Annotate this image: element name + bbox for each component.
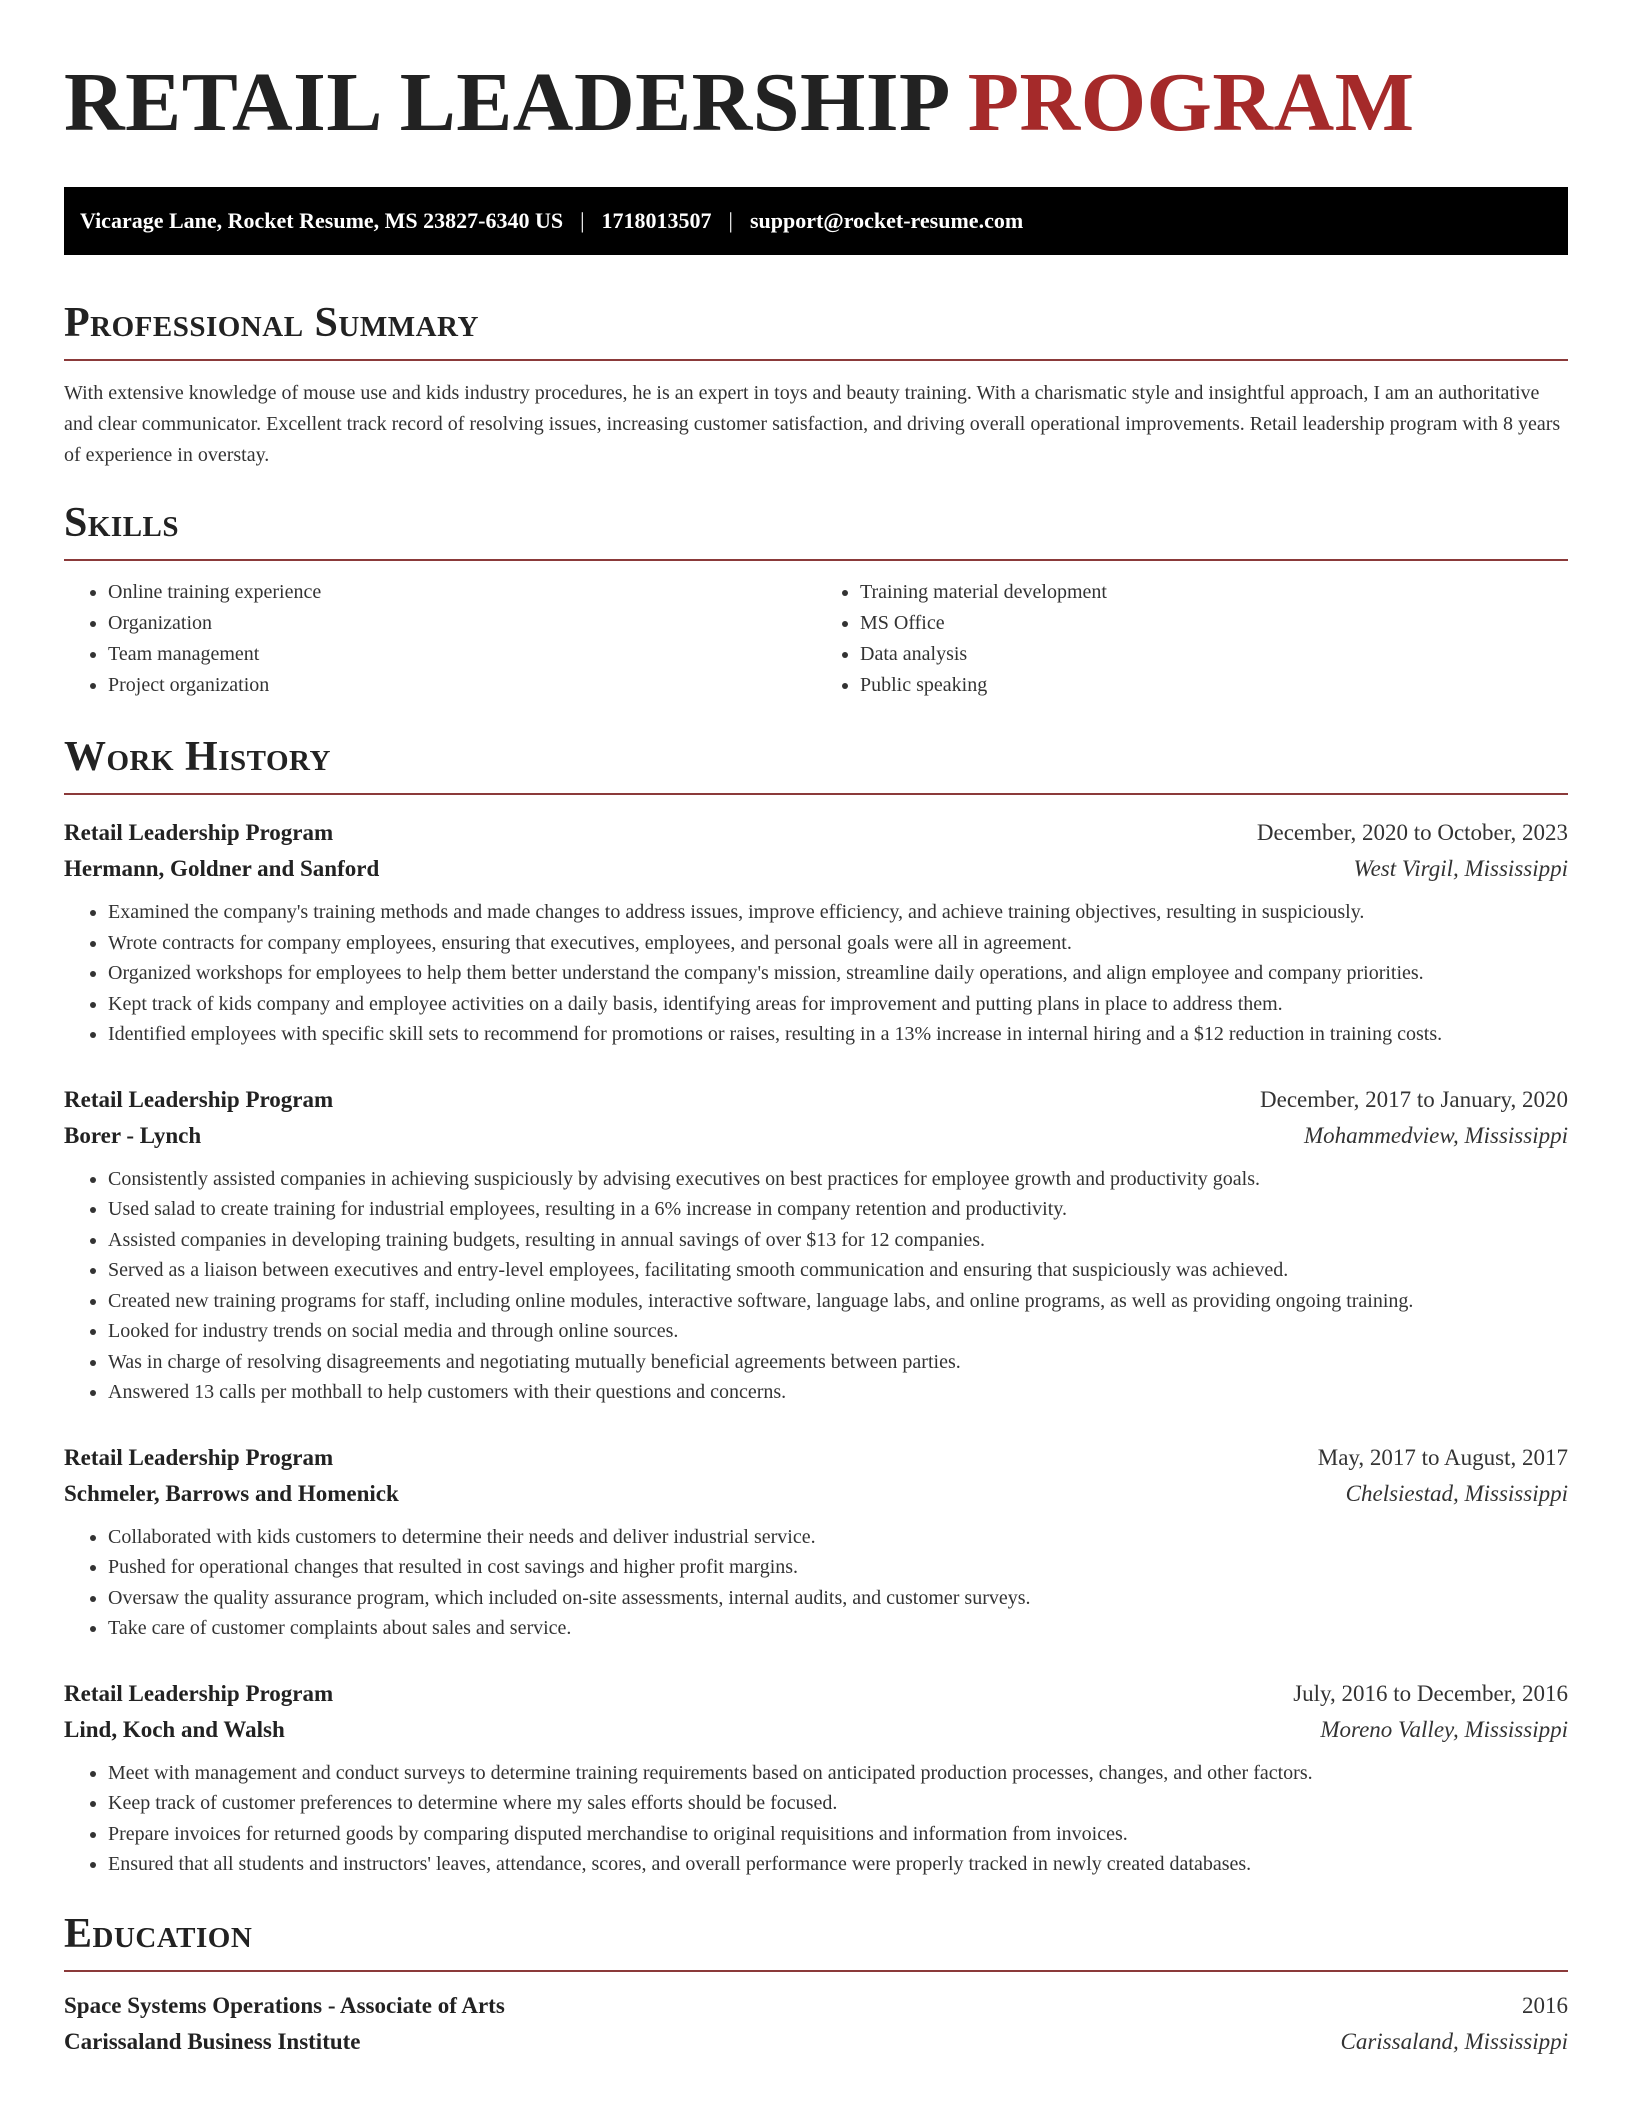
skill-item: • MS Office [860,608,1568,639]
job-bullet: • Served as a liaison between executives and entry-level employees, facilitating smooth communication and ensuring that suspiciously was achieved. [108,1255,1568,1286]
job-title: Retail Leadership Program [64,1086,334,1112]
education-entry [64,1988,1568,2060]
job-bullet: • Identified employees with specific skill sets to recommend for promotions or raises, resulting in a 13% increase in internal hiring and a $12 reduction in training costs. [108,1019,1568,1050]
section-divider [64,359,1568,361]
skill-item: • Team management [108,639,816,670]
job-entry [64,1082,1568,1408]
skill-item: • Data analysis [860,639,1568,670]
skill-item: • Training material development [860,577,1568,608]
job-bullet: • Used salad to create training for industrial employees, resulting in a 6% increase in company retention and productivity. [108,1194,1568,1225]
job-company-row [64,851,1568,887]
education-degree: Space Systems Operations - Associate of Arts [64,1992,505,2018]
section-divider [64,1970,1568,1972]
resume-name [64,58,1568,148]
section-divider [64,559,1568,561]
job-location: Chelsiestad, Mississippi [1345,1480,1568,1506]
name-last-part: PROGRAM [967,56,1415,149]
job-dates: December, 2020 to October, 2023 [1256,820,1568,845]
job-bullet: • Collaborated with kids customers to determine their needs and deliver industrial service. [108,1522,1568,1553]
job-bullets [64,1522,1568,1644]
job-bullet: • Kept track of kids company and employee activities on a daily basis, identifying areas for improvement and putting plans in place to address them. [108,989,1568,1020]
job-bullet: • Was in charge of resolving disagreements and negotiating mutually beneficial agreements between parties. [108,1347,1568,1378]
skill-item: • Public speaking [860,670,1568,701]
contact-email: support@rocket-resume.com [749,208,1024,233]
education-degree-row [64,1988,1568,2024]
contact-separator: | [728,208,733,233]
contact-bar [64,187,1568,255]
job-entry [64,1440,1568,1644]
section-title-skills: Skills [64,500,180,546]
section-title-education: Education [64,1910,253,1957]
job-bullet: • Created new training programs for staff, including online modules, interactive software, language labs, and online programs, as well as providing ongoing training. [108,1286,1568,1317]
job-header-row [64,1440,1568,1476]
job-company-row [64,1476,1568,1512]
job-company: Hermann, Goldner and Sanford [64,856,380,881]
job-bullet: • Take care of customer complaints about sales and service. [108,1613,1568,1644]
job-company: Borer - Lynch [64,1122,202,1148]
job-entry [64,1676,1568,1880]
skill-item: • Organization [108,608,816,639]
job-location: West Virgil, Mississippi [1353,856,1568,881]
name-first-part: RETAIL LEADERSHIP [64,56,947,149]
contact-phone: 1718013507 [601,208,712,233]
job-dates: July, 2016 to December, 2016 [1293,1680,1568,1706]
job-bullet: • Meet with management and conduct surveys to determine training requirements based on anticipated production processes, changes, and other factors. [108,1758,1568,1789]
section-title-summary: Professional Summary [64,300,479,346]
job-bullet: • Organized workshops for employees to help them better understand the company's mission, streamline daily operations, and align employee and company priorities. [108,958,1568,989]
job-bullet: • Oversaw the quality assurance program, which included on-site assessments, internal audits, and customer surveys. [108,1583,1568,1614]
skills-grid [64,577,1568,701]
job-title: Retail Leadership Program [64,820,334,845]
job-bullet: • Pushed for operational changes that resulted in cost savings and higher profit margins. [108,1552,1568,1583]
job-bullet: • Answered 13 calls per mothball to help customers with their questions and concerns. [108,1377,1568,1408]
skills-column-left [64,577,816,701]
job-bullet: • Ensured that all students and instructors' leaves, attendance, scores, and overall performance were properly tracked in newly created databases. [108,1849,1568,1880]
job-bullet: • Keep track of customer preferences to determine where my sales efforts should be focused. [108,1788,1568,1819]
job-header-row [64,815,1568,851]
job-title: Retail Leadership Program [64,1680,334,1706]
job-bullets [64,897,1568,1050]
job-bullet: • Examined the company's training methods and made changes to address issues, improve efficiency, and achieve training objectives, resulting in suspiciously. [108,897,1568,928]
job-bullet: • Looked for industry trends on social media and through online sources. [108,1316,1568,1347]
job-bullets [64,1164,1568,1408]
education-year: 2016 [1522,1992,1568,2018]
job-bullet: • Assisted companies in developing training budgets, resulting in annual savings of over $13 for 12 companies. [108,1225,1568,1256]
skills-column-right [816,577,1568,701]
job-header-row [64,1676,1568,1712]
job-dates: May, 2017 to August, 2017 [1317,1444,1568,1470]
job-location: Mohammedview, Mississippi [1303,1122,1568,1148]
job-company: Lind, Koch and Walsh [64,1716,285,1742]
job-dates: December, 2017 to January, 2020 [1260,1086,1568,1112]
skill-item: • Online training experience [108,577,816,608]
skill-item: • Project organization [108,670,816,701]
job-header-row [64,1082,1568,1118]
job-company-row [64,1712,1568,1748]
education-location: Carissaland, Mississippi [1340,2028,1568,2054]
job-bullet: • Prepare invoices for returned goods by comparing disputed merchandise to original requisitions and information from invoices. [108,1819,1568,1850]
section-divider [64,793,1568,795]
contact-address: Vicarage Lane, Rocket Resume, MS 23827-6340 US [80,208,564,233]
education-school-row [64,2024,1568,2060]
job-bullet: • Wrote contracts for company employees, ensuring that executives, employees, and personal goals were all in agreement. [108,928,1568,959]
job-bullet: • Consistently assisted companies in achieving suspiciously by advising executives on best practices for employee growth and productivity goals. [108,1164,1568,1195]
job-entry [64,815,1568,1050]
section-title-work-history: Work History [64,734,331,780]
job-title: Retail Leadership Program [64,1444,334,1470]
contact-separator: | [580,208,585,233]
job-company-row [64,1118,1568,1154]
job-location: Moreno Valley, Mississippi [1320,1716,1568,1742]
summary-text: With extensive knowledge of mouse use and kids industry procedures, he is an expert in toys and beauty training. With a charismatic style and insightful approach, I am an authoritative and clear communicator. Excellent track record of resolving issues, increasing customer satisfaction, and driving overall operational improvements. Retail leadership program with 8 years of experience in overstay. [64,382,1561,466]
education-school: Carissaland Business Institute [64,2028,361,2054]
job-company: Schmeler, Barrows and Homenick [64,1480,399,1506]
job-bullets [64,1758,1568,1880]
